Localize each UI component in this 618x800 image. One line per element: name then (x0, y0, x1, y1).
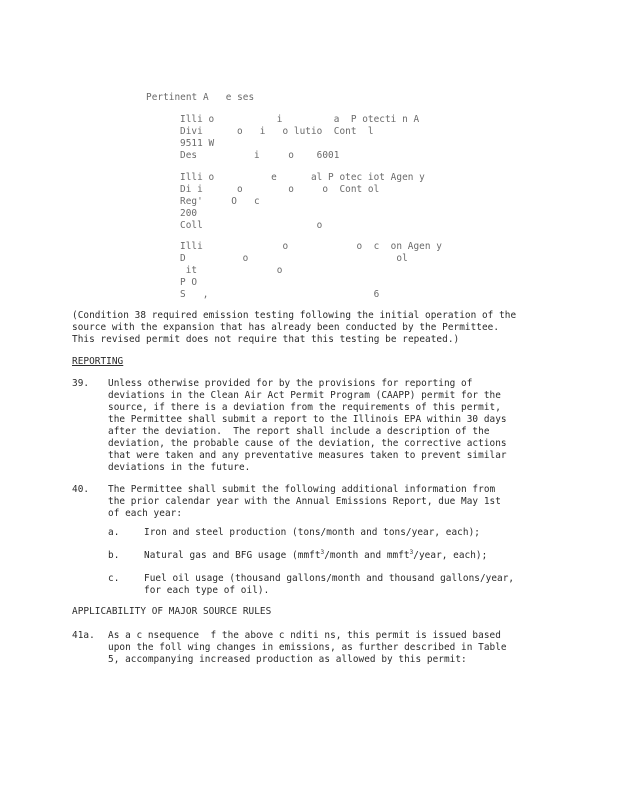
condition-note-line: (Condition 38 required emission testing following the initial operation of the (72, 310, 517, 321)
subitem-b-text: Natural gas and BFG usage (mmft$^3$/month and mmft$^3$/year, each); (144, 548, 488, 561)
item39-line: deviations in the future. (108, 462, 251, 473)
item39-line: source, if there is a deviation from the requirements of this permit, (108, 402, 501, 413)
address-line: P O (180, 277, 198, 288)
subitem-letter: c. (108, 573, 120, 584)
item-number: 41a. (72, 630, 95, 641)
item40-line: the prior calendar year with the Annual Emissions Report, due May 1st (108, 496, 501, 507)
item39-line: after the deviation. The report shall include a description of the (108, 426, 490, 437)
address-line: Illi o o c on Agen y (180, 241, 442, 252)
condition-note-line: source with the expansion that has already been conducted by the Permittee. (72, 322, 500, 333)
address-line: S , 6 (180, 289, 380, 300)
address-line: Coll o (180, 220, 323, 231)
item39-line: Unless otherwise provided for by the provisions for reporting of (108, 378, 473, 389)
address-line: Illi o e al P otec iot Agen y (180, 172, 425, 183)
address-line: Divi o i o lutio Cont l (180, 126, 374, 137)
item39-line: deviations in the Clean Air Act Permit Program (CAAPP) permit for the (108, 390, 501, 401)
item41a-line: upon the foll wing changes in emissions, as further described in Table (108, 642, 507, 653)
address-line: Des i o 6001 (180, 150, 346, 161)
item39-line: deviation, the probable cause of the deviation, the corrective actions (108, 438, 507, 449)
address-line: Di i o o o Cont ol (180, 184, 380, 195)
item39-line: the Permittee shall submit a report to the Illinois EPA within 30 days (108, 414, 507, 425)
major-source-heading: APPLICABILITY OF MAJOR SOURCE RULES (72, 606, 272, 617)
address-line: 200 (180, 208, 198, 219)
item40-line: The Permittee shall submit the following additional information from (108, 484, 496, 495)
item-number: 40. (72, 484, 90, 495)
address-line: it o (180, 265, 283, 276)
address-line: D o ol (180, 253, 408, 264)
subitem-c-line: Fuel oil usage (thousand gallons/month and thousand gallons/year, (144, 573, 515, 584)
address-line: Reg' O c (180, 196, 260, 207)
subitem-letter: a. (108, 527, 120, 538)
item-number: 39. (72, 378, 90, 389)
item39-line: that were taken and any preventative measures taken to prevent similar (108, 450, 507, 461)
address-line: 9511 W (180, 138, 215, 149)
item40-line: of each year: (108, 508, 183, 519)
condition-note-line: This revised permit does not require that this testing be repeated.) (72, 334, 460, 345)
address-line: Illi o i a P otecti n A (180, 114, 420, 125)
subitem-letter: b. (108, 550, 120, 561)
subitem-c-line: for each type of oil). (144, 585, 270, 596)
item41a-line: 5, accompanying increased production as allowed by this permit: (108, 654, 467, 665)
pertinent-addresses-heading: Pertinent A e ses (146, 92, 255, 103)
item41a-line: As a c nsequence f the above c nditi ns, this permit is issued based (108, 630, 501, 641)
reporting-heading: REPORTING (72, 356, 124, 367)
subitem-a-text: Iron and steel production (tons/month and tons/year, each); (144, 527, 480, 538)
